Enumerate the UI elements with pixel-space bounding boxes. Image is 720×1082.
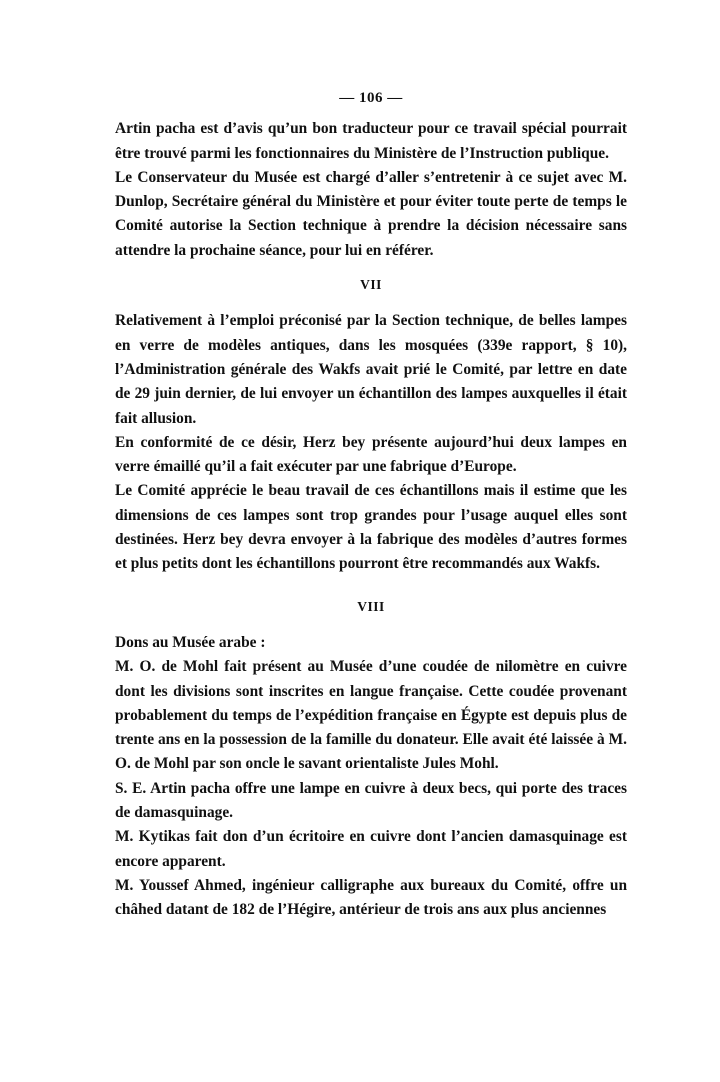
paragraph-comite-apprecie (115, 479, 627, 576)
paragraph-herz-bey-text: En conformité de ce désir, Herz bey présente aujourd’hui deux lampes en verre émaillé qu’il a fait exécuter par une fabrique d’Europe. (115, 433, 627, 476)
paragraph-lampes-verre-text: Relativement à l’emploi préconisé par la Section technique, de belles lampes en verre de modèles antiques, dans les mosquées (339e rapport, § 10), l’Administration générale des Wakfs avait prié le Comité, par lettre en date de 29 juin dernier, de lui envoyer un échantillon des lampes auxquelles il était fait allusion. (115, 312, 627, 427)
paragraph-conservateur-text: Le Conservateur du Musée est chargé d’aller s’entretenir à ce sujet avec M. Dunlop, Secrétaire général du Ministère et pour éviter toute perte de temps le Comité autorise la Section technique à prendre la décision nécessaire sans attendre la prochaine séance, pour lui en référer. (115, 168, 627, 259)
paragraph-mohl-text: M. O. de Mohl fait présent au Musée d’une coudée de nilomètre en cuivre dont les divisions sont inscrites en langue française. Cette coudée provenant probablement du temps de l’expédition française en Égypte est depuis plus de trente ans en la possession de la famille du donateur. Elle avait été laissée à M. O. de Mohl par son oncle le savant orientaliste Jules Mohl. (115, 658, 627, 773)
paragraph-mohl (115, 655, 627, 776)
paragraph-dons-text: Dons au Musée arabe : (115, 633, 266, 651)
paragraph-youssef-ahmed-text: M. Youssef Ahmed, ingénieur calligraphe aux bureaux du Comité, offre un châhed datant de 182 de l’Hégire, antérieur de trois ans aux plus anciennes (115, 876, 627, 919)
section-heading-vii: VII (360, 277, 382, 293)
section-viii (115, 631, 627, 923)
section-heading-viii: VIII (357, 598, 385, 614)
paragraph-comite-apprecie-text: Le Comité apprécie le beau travail de ces échantillons mais il estime que les dimensions de ces lampes sont trop grandes pour l’usage auquel elles sont destinées. Herz bey devra envoyer à la fabrique des modèles d’autres formes et plus petits dont les échantillons pourront être recommandés aux Wakfs. (115, 482, 627, 573)
section-vii (115, 309, 627, 576)
paragraph-translator-text: Artin pacha est d’avis qu’un bon traducteur pour ce travail spécial pourrait être trouvé parmi les fonctionnaires du Ministère de l’Instruction publique. (115, 120, 627, 162)
paragraph-translator (115, 117, 627, 166)
paragraph-herz-bey (115, 431, 627, 480)
page-number: — 106 — (339, 90, 403, 106)
paragraph-dons (115, 631, 627, 655)
intro-section (115, 117, 627, 263)
paragraph-kytikas-text: M. Kytikas fait don d’un écritoire en cuivre dont l’ancien damasquinage est encore apparent. (115, 828, 627, 870)
paragraph-conservateur (115, 166, 627, 263)
paragraph-artin-lampe (115, 777, 627, 826)
paragraph-kytikas (115, 825, 627, 874)
paragraph-youssef-ahmed (115, 874, 627, 923)
paragraph-artin-lampe-text: S. E. Artin pacha offre une lampe en cuivre à deux becs, qui porte des traces de damasquinage. (115, 779, 627, 822)
paragraph-lampes-verre (115, 309, 627, 430)
document-page (115, 86, 627, 923)
